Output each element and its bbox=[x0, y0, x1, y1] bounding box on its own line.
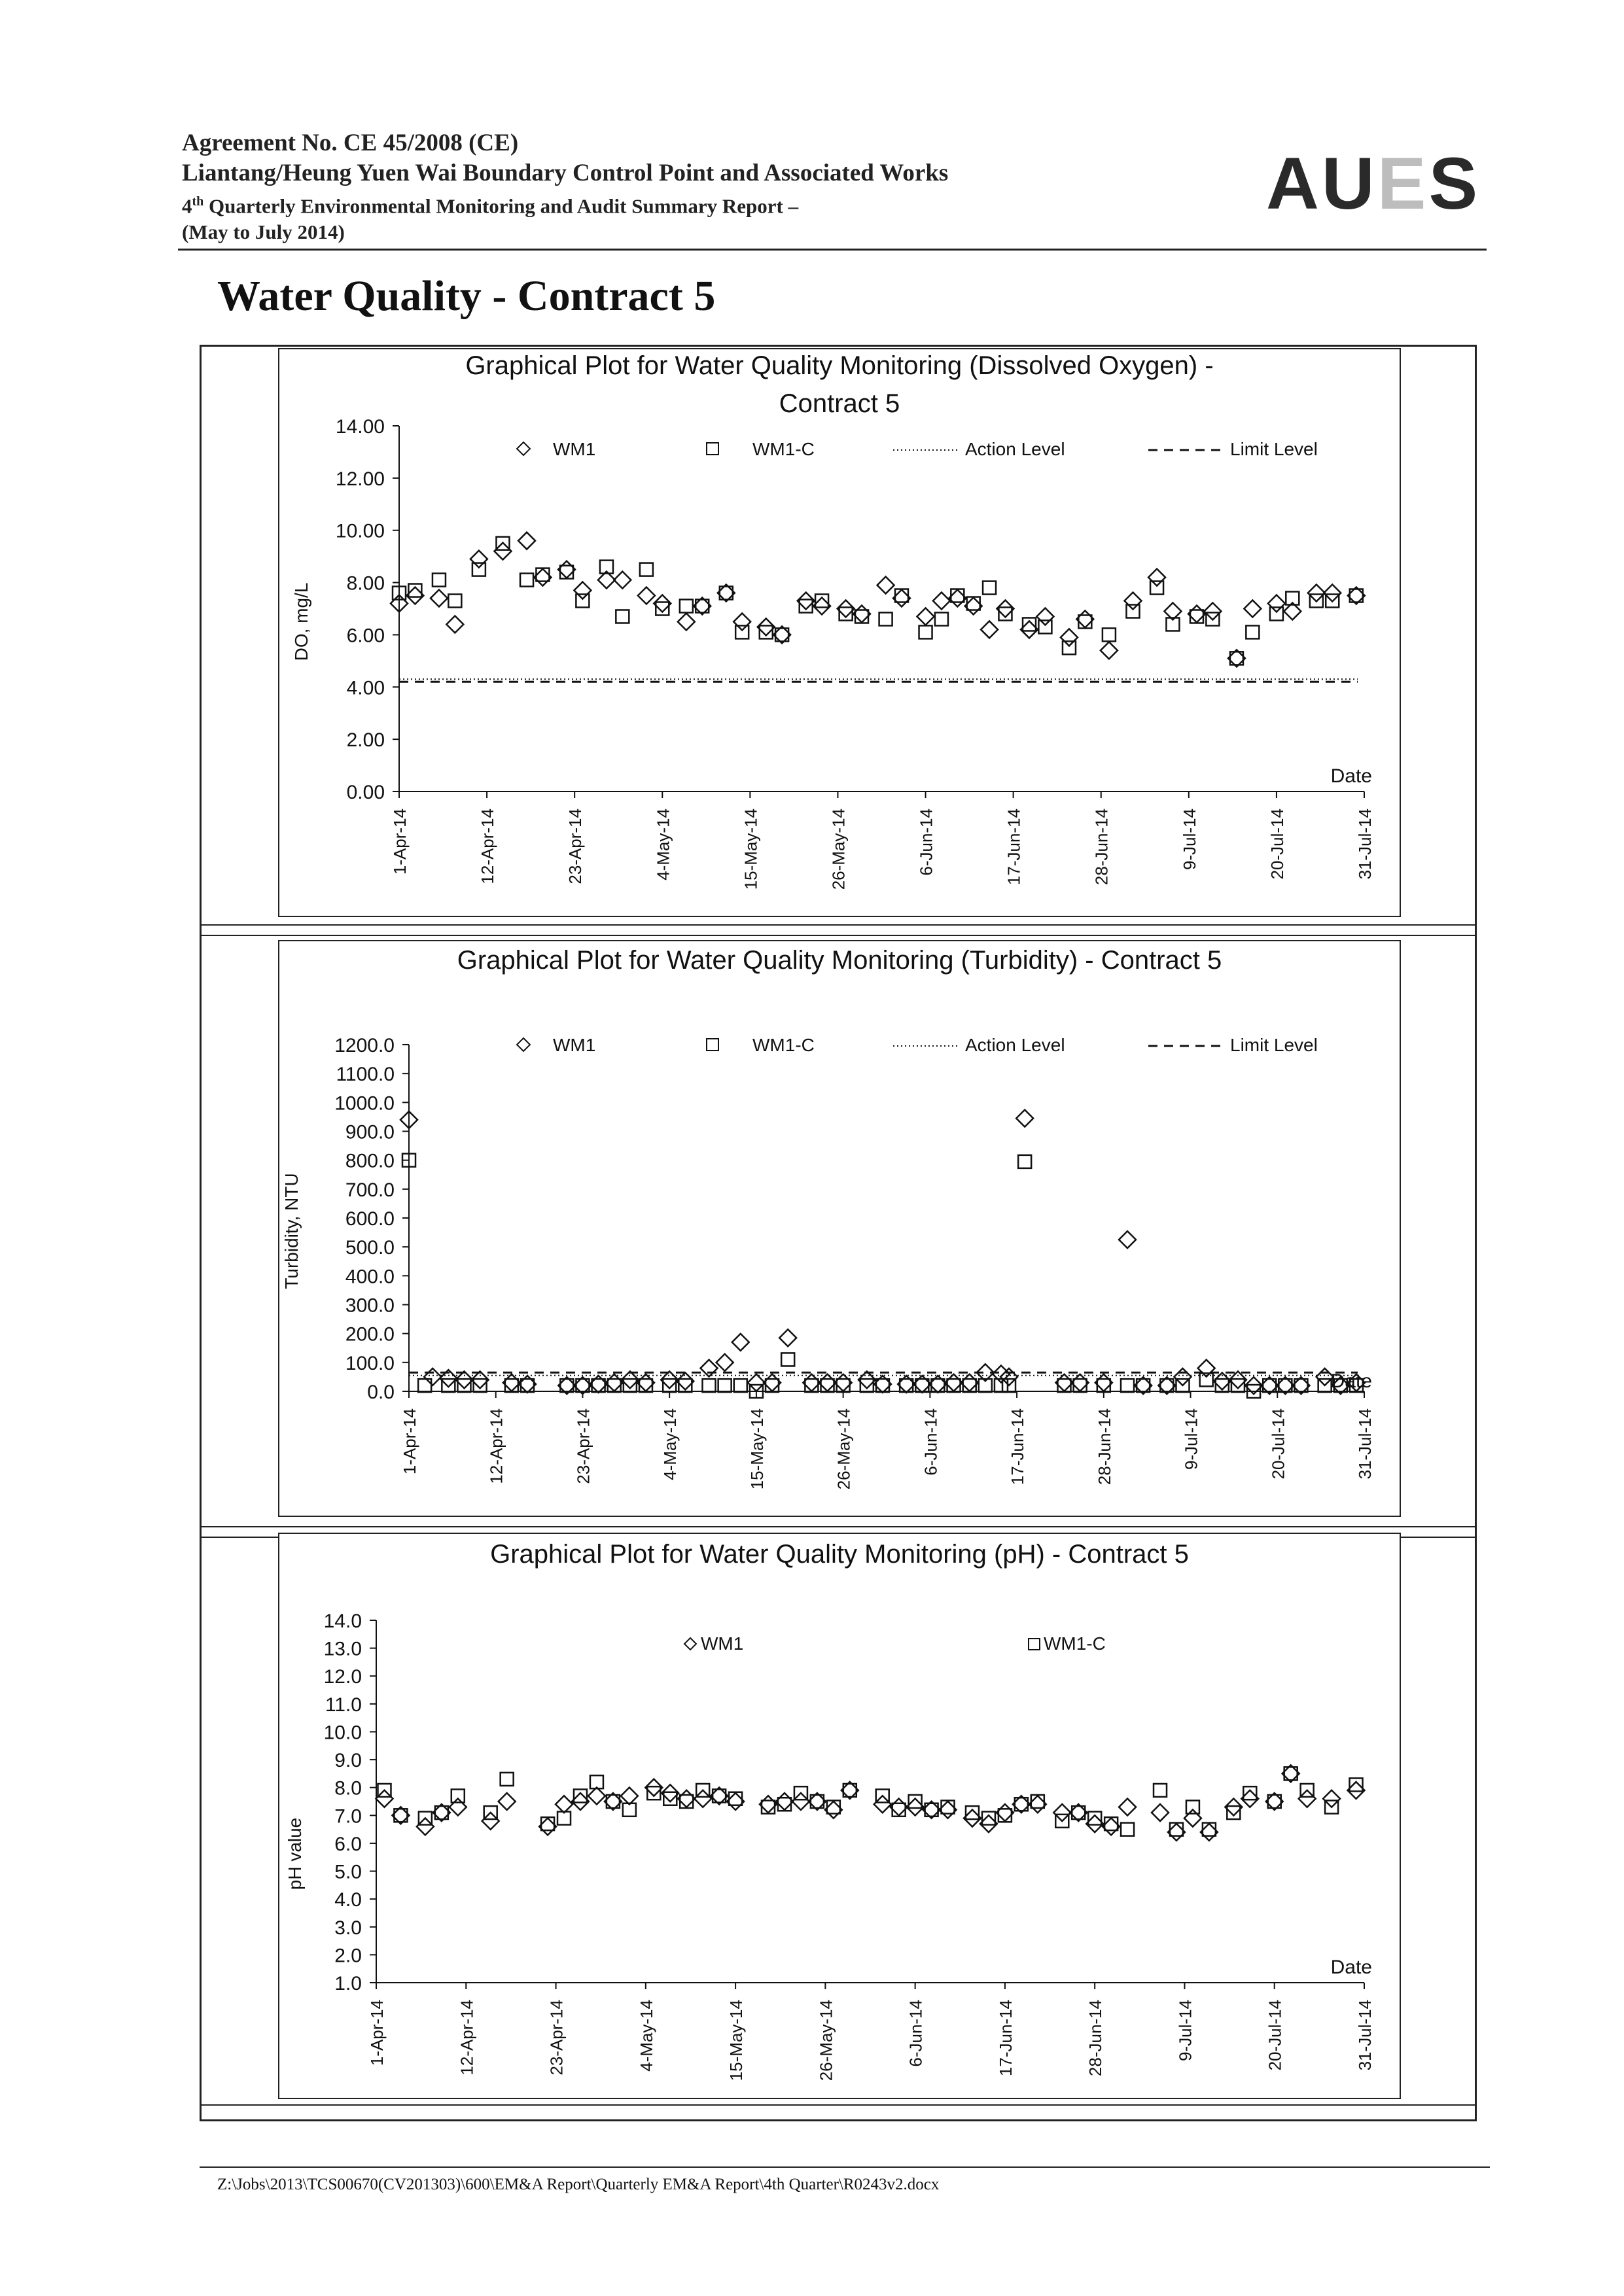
x-tick-label: 28-Jun-14 bbox=[1094, 1408, 1114, 1486]
y-tick-label: 4.0 bbox=[334, 1889, 362, 1911]
report-period: (May to July 2014) bbox=[182, 220, 345, 244]
y-tick-label: 8.00 bbox=[346, 572, 385, 595]
x-tick-label: 1-Apr-14 bbox=[390, 809, 410, 875]
y-tick-label: 300.0 bbox=[345, 1295, 395, 1317]
y-tick-label: 14.0 bbox=[323, 1610, 362, 1632]
y-tick-label: 10.0 bbox=[323, 1722, 362, 1744]
frame-separator-2 bbox=[200, 935, 1477, 936]
y-tick-label: 12.0 bbox=[323, 1666, 362, 1688]
logo-s: S bbox=[1428, 143, 1481, 224]
footer-rule bbox=[200, 2166, 1490, 2168]
aues-logo bbox=[1266, 143, 1481, 224]
x-tick-label: 15-May-14 bbox=[726, 2000, 747, 2081]
do-chart bbox=[278, 348, 1401, 917]
x-tick-label: 20-Jul-14 bbox=[1265, 2000, 1285, 2071]
y-tick-label: 900.0 bbox=[345, 1121, 395, 1143]
x-tick-label: 23-Apr-14 bbox=[565, 809, 586, 884]
y-tick-label: 1200.0 bbox=[334, 1035, 395, 1056]
legend-limit-label: Limit Level bbox=[1230, 439, 1318, 459]
chart-title: Graphical Plot for Water Quality Monitoring (pH) - Contract 5 bbox=[490, 1540, 1189, 1569]
frame-separator-3 bbox=[200, 1526, 1477, 1527]
y-tick-label: 6.00 bbox=[346, 625, 385, 647]
footer-path: Z:\Jobs\2013\TCS00670(CV201303)\600\EM&A Report\Quarterly EM&A Report\4th Quarter\R0243v2.docx bbox=[217, 2176, 940, 2193]
report-title-superscript: th bbox=[192, 194, 204, 209]
legend-action-label: Action Level bbox=[965, 1035, 1065, 1055]
y-tick-label: 500.0 bbox=[345, 1237, 395, 1259]
legend-limit-label: Limit Level bbox=[1230, 1035, 1318, 1055]
y-tick-label: 1.0 bbox=[334, 1973, 362, 1994]
legend-wm1c-label: WM1-C bbox=[752, 439, 815, 459]
y-tick-label: 1000.0 bbox=[334, 1092, 395, 1115]
x-tick-label: 9-Jul-14 bbox=[1181, 1408, 1201, 1470]
legend-wm1-label: WM1 bbox=[701, 1633, 744, 1654]
x-tick-label: 4-May-14 bbox=[660, 1408, 680, 1480]
x-tick-label: 12-Apr-14 bbox=[486, 1408, 506, 1484]
y-axis-label: Turbidity, NTU bbox=[281, 1173, 302, 1289]
x-tick-label: 26-May-14 bbox=[828, 809, 849, 890]
y-tick-label: 600.0 bbox=[345, 1208, 395, 1230]
x-tick-label: 31-Jul-14 bbox=[1355, 1408, 1375, 1480]
legend-wm1-label: WM1 bbox=[553, 439, 596, 459]
x-tick-label: 17-Jun-14 bbox=[995, 2000, 1015, 2077]
legend-wm1-label: WM1 bbox=[553, 1035, 596, 1055]
x-tick-label: 26-May-14 bbox=[834, 1408, 854, 1490]
x-tick-label: 28-Jun-14 bbox=[1086, 2000, 1106, 2077]
x-tick-label: 23-Apr-14 bbox=[573, 1408, 593, 1484]
x-tick-label: 31-Jul-14 bbox=[1355, 2000, 1375, 2071]
report-title bbox=[182, 188, 948, 219]
frame-separator-5 bbox=[200, 2104, 1477, 2106]
x-tick-label: 1-Apr-14 bbox=[367, 2000, 387, 2066]
legend-action-label: Action Level bbox=[965, 439, 1065, 459]
y-tick-label: 14.00 bbox=[335, 416, 385, 438]
y-tick-label: 8.0 bbox=[334, 1777, 362, 1800]
y-tick-label: 12.00 bbox=[335, 468, 385, 490]
chart-title: Graphical Plot for Water Quality Monitoring (Turbidity) - Contract 5 bbox=[457, 946, 1222, 975]
legend-wm1c-label: WM1-C bbox=[1044, 1633, 1106, 1654]
y-tick-label: 100.0 bbox=[345, 1352, 395, 1374]
x-tick-label: 4-May-14 bbox=[653, 809, 673, 880]
x-tick-label: 4-May-14 bbox=[636, 2000, 656, 2072]
x-tick-label: 23-Apr-14 bbox=[546, 2000, 567, 2076]
x-tick-label: 28-Jun-14 bbox=[1091, 809, 1112, 886]
y-tick-label: 6.0 bbox=[334, 1833, 362, 1855]
report-title-rest: Quarterly Environmental Monitoring and Audit Summary Report – bbox=[203, 194, 799, 218]
x-tick-label: 17-Jun-14 bbox=[1008, 1408, 1028, 1486]
y-tick-label: 11.0 bbox=[325, 1694, 362, 1716]
y-tick-label: 9.0 bbox=[334, 1750, 362, 1772]
y-tick-label: 4.00 bbox=[346, 677, 385, 699]
x-axis-label: Date bbox=[1330, 1370, 1372, 1392]
x-tick-label: 6-Jun-14 bbox=[916, 809, 936, 876]
ph-chart bbox=[278, 1533, 1401, 2099]
y-tick-label: 2.00 bbox=[346, 729, 385, 752]
y-tick-label: 13.0 bbox=[323, 1638, 362, 1660]
y-tick-label: 2.0 bbox=[334, 1945, 362, 1967]
logo-e: E bbox=[1377, 143, 1429, 224]
report-title-number: 4 bbox=[182, 194, 192, 218]
header-rule bbox=[178, 249, 1487, 251]
logo-main: AU bbox=[1266, 143, 1377, 224]
x-tick-label: 15-May-14 bbox=[741, 809, 761, 890]
y-tick-label: 1100.0 bbox=[336, 1064, 395, 1086]
turbidity-chart bbox=[278, 940, 1401, 1517]
x-tick-label: 9-Jul-14 bbox=[1175, 2000, 1195, 2061]
x-tick-label: 6-Jun-14 bbox=[921, 1408, 941, 1476]
y-tick-label: 200.0 bbox=[345, 1323, 395, 1346]
report-header bbox=[182, 128, 948, 245]
x-tick-label: 6-Jun-14 bbox=[906, 2000, 926, 2067]
x-tick-label: 20-Jul-14 bbox=[1267, 809, 1287, 880]
x-axis-label: Date bbox=[1330, 765, 1372, 787]
x-tick-label: 26-May-14 bbox=[816, 2000, 836, 2081]
x-tick-label: 20-Jul-14 bbox=[1268, 1408, 1288, 1480]
y-tick-label: 700.0 bbox=[345, 1179, 395, 1201]
chart-title-line2: Contract 5 bbox=[779, 389, 900, 418]
x-tick-label: 1-Apr-14 bbox=[400, 1408, 419, 1475]
section-title: Water Quality - Contract 5 bbox=[217, 272, 716, 320]
agreement-number: Agreement No. CE 45/2008 (CE) bbox=[182, 130, 519, 156]
chart-title: Graphical Plot for Water Quality Monitoring (Dissolved Oxygen) - bbox=[465, 351, 1214, 380]
legend-wm1c-label: WM1-C bbox=[752, 1035, 815, 1055]
x-tick-label: 15-May-14 bbox=[747, 1408, 767, 1490]
y-tick-label: 5.0 bbox=[334, 1861, 362, 1883]
project-title: Liantang/Heung Yuen Wai Boundary Control Point and Associated Works bbox=[182, 160, 949, 186]
y-tick-label: 400.0 bbox=[345, 1266, 395, 1288]
y-axis-label: pH value bbox=[285, 1817, 305, 1890]
y-tick-label: 800.0 bbox=[345, 1150, 395, 1172]
x-tick-label: 9-Jul-14 bbox=[1179, 809, 1199, 870]
x-tick-label: 12-Apr-14 bbox=[457, 2000, 477, 2076]
y-axis-label: DO, mg/L bbox=[291, 582, 311, 661]
y-tick-label: 10.00 bbox=[335, 520, 385, 542]
y-tick-label: 0.00 bbox=[346, 782, 385, 803]
x-tick-label: 12-Apr-14 bbox=[478, 809, 498, 884]
x-axis-label: Date bbox=[1330, 1957, 1372, 1978]
y-tick-label: 0.0 bbox=[367, 1382, 395, 1403]
x-tick-label: 31-Jul-14 bbox=[1355, 809, 1375, 880]
x-tick-label: 17-Jun-14 bbox=[1004, 809, 1024, 886]
frame-separator-1 bbox=[200, 924, 1477, 926]
y-tick-label: 3.0 bbox=[334, 1917, 362, 1939]
y-tick-label: 7.0 bbox=[334, 1805, 362, 1828]
